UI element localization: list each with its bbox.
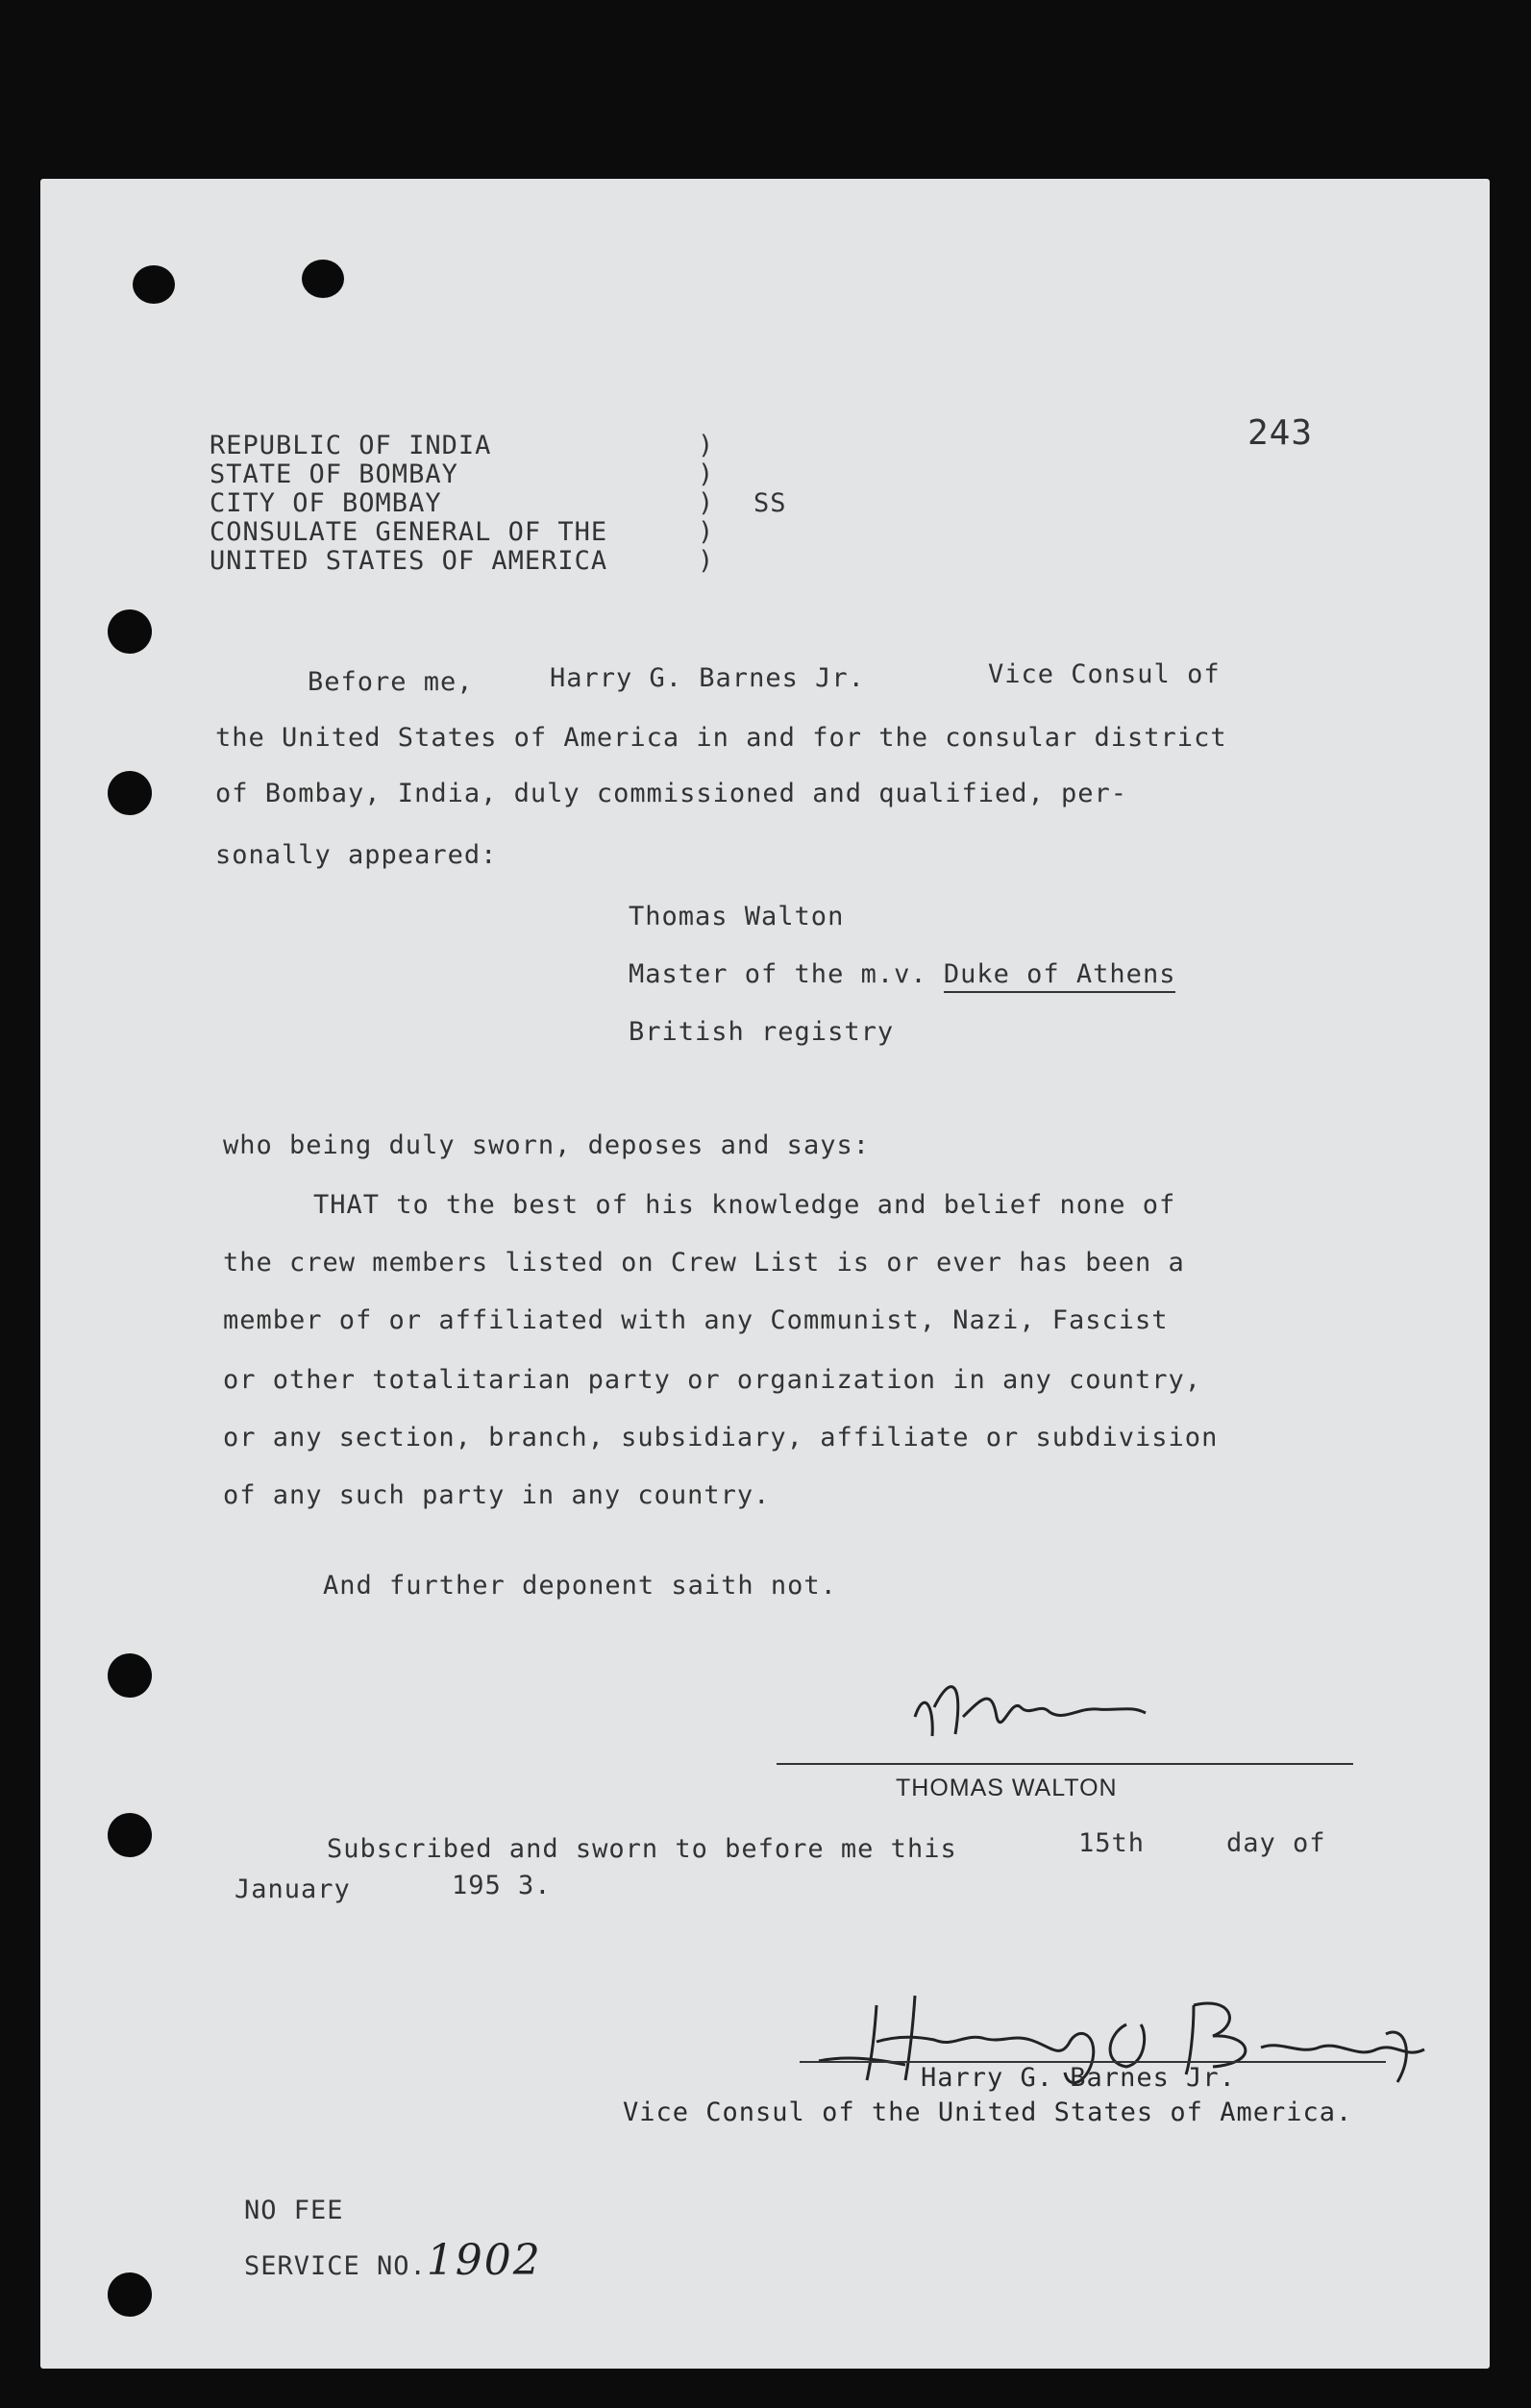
venue-bracket: ) <box>698 546 715 576</box>
venue-line: CONSULATE GENERAL OF THE <box>210 517 608 547</box>
jurat-year: 195 3. <box>452 1871 552 1900</box>
venue-line: UNITED STATES OF AMERICA <box>210 546 608 576</box>
deponent-role <box>629 959 1175 989</box>
officer-signature-name: Harry G. Barnes Jr. <box>921 2063 1236 2093</box>
intro-officer-title: Vice Consul of <box>988 659 1221 689</box>
punch-hole <box>108 771 152 815</box>
oath-line: or any section, branch, subsidiary, affiliate or subdivision <box>223 1423 1219 1452</box>
venue-bracket: ) <box>698 488 715 518</box>
punch-hole <box>302 260 344 298</box>
venue-bracket: ) <box>698 459 715 489</box>
jurat-line: Subscribed and sworn to before me this <box>327 1834 957 1864</box>
document-page <box>40 179 1490 2369</box>
oath-line: member of or affiliated with any Communist, Nazi, Fascist <box>223 1305 1169 1335</box>
punch-hole <box>108 1653 152 1698</box>
intro-before-me: Before me, <box>308 667 474 697</box>
oath-line: who being duly sworn, deposes and says: <box>223 1130 870 1160</box>
jurat-day-of: day of <box>1226 1828 1326 1858</box>
service-number <box>244 2236 542 2285</box>
page-number: 243 <box>1247 413 1314 453</box>
service-label: SERVICE NO. <box>244 2251 427 2281</box>
punch-hole <box>108 2272 152 2317</box>
deponent-signature-caption: THOMAS WALTON <box>896 1775 1118 1801</box>
oath-line: of any such party in any country. <box>223 1480 771 1510</box>
venue-bracket: ) <box>698 431 715 460</box>
jurat-month: January <box>235 1874 351 1904</box>
punch-hole <box>108 609 152 654</box>
oath-line: THAT to the best of his knowledge and belief none of <box>313 1190 1176 1220</box>
vessel-name: Duke of Athens <box>944 959 1176 993</box>
venue-ss: SS <box>753 488 787 518</box>
officer-signature-title: Vice Consul of the United States of America. <box>623 2098 1353 2127</box>
intro-line: sonally appeared: <box>215 840 498 870</box>
deponent-name: Thomas Walton <box>629 902 845 931</box>
service-number-value: 1902 <box>426 2236 542 2285</box>
venue-bracket: ) <box>698 517 715 547</box>
no-fee-label: NO FEE <box>244 2196 344 2225</box>
punch-hole <box>133 265 175 304</box>
intro-officer: Harry G. Barnes Jr. <box>550 663 865 693</box>
intro-line: of Bombay, India, duly commissioned and qualified, per- <box>215 779 1128 808</box>
deponent-registry: British registry <box>629 1017 895 1047</box>
oath-closing: And further deponent saith not. <box>323 1571 837 1601</box>
intro-line: the United States of America in and for the consular district <box>215 723 1227 753</box>
jurat-day: 15th <box>1078 1828 1146 1858</box>
oath-line: or other totalitarian party or organization in any country, <box>223 1365 1202 1395</box>
deponent-signature-image <box>905 1650 1194 1755</box>
venue-line: CITY OF BOMBAY <box>210 488 442 518</box>
venue-line: REPUBLIC OF INDIA <box>210 431 492 460</box>
venue-line: STATE OF BOMBAY <box>210 459 458 489</box>
oath-line: the crew members listed on Crew List is or ever has been a <box>223 1248 1185 1278</box>
punch-hole <box>108 1813 152 1857</box>
deponent-role-prefix: Master of the m.v. <box>629 959 927 989</box>
deponent-signature-line <box>777 1763 1353 1765</box>
